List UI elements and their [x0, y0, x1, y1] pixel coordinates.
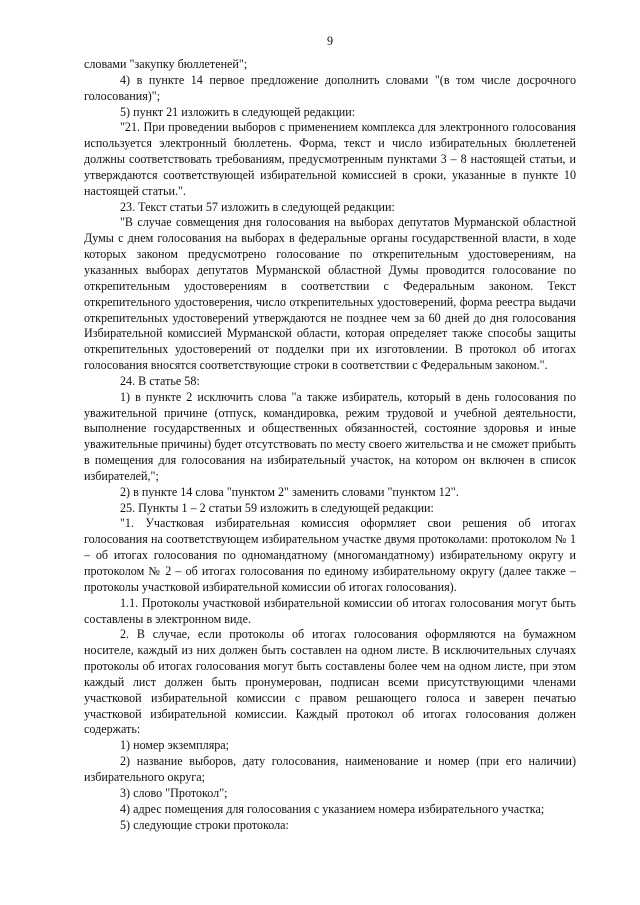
paragraph: 24. В статье 58: [120, 373, 200, 388]
paragraph: 2) в пункте 14 слова "пунктом 2" заменить словами "пунктом 12". [120, 484, 459, 499]
paragraph: "В случае совмещения дня голосования на выборах депутатов Мурманской областной Думы с днем голосования на выборах в федеральные органы государственной власти, в ходе которых законом предусмотрено голосование по открепительным удостоверениям, на указанных выборах депутатов Мурманской областной Думы проводится голосование по открепительным удостоверениям в соответствии с Федеральным законом. Текст открепительного удостоверения, число открепительных удостоверений, форма реестра выдачи открепительных удостоверений утверждаются не позднее чем за 60 дней до дня голосования Избирательной комиссией Мурманской области, которая определяет также способы защиты открепительных удостоверений от подделки при их изготовлении. В протокол об итогах голосования вносятся соответствующие строки в соответствии с Федеральным законом.". [84, 215, 576, 373]
paragraph: 2. В случае, если протоколы об итогах голосования оформляются на бумажном носителе, каждый из них должен быть составлен на одном листе. В исключительных случаях протоколы об итогах голосования могут быть составлены более чем на одном листе, при этом каждый лист должен быть пронумерован, подписан всеми присутствующими членами участковой избирательной комиссии с правом решающего голоса и заверен печатью участковой избирательной комиссии. Каждый протокол об итогах голосования должен содержать: [84, 627, 576, 737]
paragraph: 5) следующие строки протокола: [120, 817, 289, 832]
document-body [84, 57, 576, 833]
paragraph: 1) в пункте 2 исключить слова "а также избиратель, который в день голосования по уважительной причине (отпуск, командировка, режим трудовой и учебной деятельности, выполнение государственных и общественных обязанностей, состояние здоровья и иные уважительные причины) будет отсутствовать по месту своего жительства и не сможет прибыть в помещения для голосования на избирательный участок, на котором он включен в список избирателей,"; [84, 389, 576, 483]
paragraph: "21. При проведении выборов с применением комплекса для электронного голосования используется электронный бюллетень. Форма, текст и число избирательных бюллетеней должны соответствовать требованиям, предусмотренным пунктами 3 – 8 настоящей статьи, и утверждаются соответствующей избирательной комиссией в сроки, указанные в пункте 10 настоящей статьи.". [84, 120, 576, 198]
paragraph: 2) название выборов, дату голосования, наименование и номер (при его наличии) избирательного округа; [84, 754, 576, 784]
paragraph: словами "закупку бюллетеней"; [84, 57, 248, 71]
paragraph: 4) адрес помещения для голосования с указанием номера избирательного участка; [120, 801, 545, 816]
paragraph: 1) номер экземпляра; [120, 738, 230, 753]
paragraph: 23. Текст статьи 57 изложить в следующей редакции: [120, 199, 395, 214]
paragraph: 1.1. Протоколы участковой избирательной комиссии об итогах голосования могут быть составлены в электронном виде. [84, 595, 576, 626]
paragraph: 25. Пункты 1 – 2 статьи 59 изложить в следующей редакции: [120, 500, 434, 515]
paragraph: 3) слово "Протокол"; [120, 785, 228, 800]
paragraph: 5) пункт 21 изложить в следующей редакции: [120, 104, 356, 119]
paragraph: "1. Участковая избирательная комиссия оформляет свои решения об итогах голосования на соответствующем избирательном участке двумя протоколами: протоколом № 1 – об итогах голосования по одномандатному (многомандатному) избирательному округу и протоколом № 2 – об итогах голосования по единому избирательному округу (далее также – протоколы участковой избирательной комиссии об итогах голосования). [84, 516, 576, 594]
paragraph: 4) в пункте 14 первое предложение дополнить словами "(в том числе досрочного голосования)"; [84, 72, 576, 103]
page-number: 9 [326, 34, 334, 48]
